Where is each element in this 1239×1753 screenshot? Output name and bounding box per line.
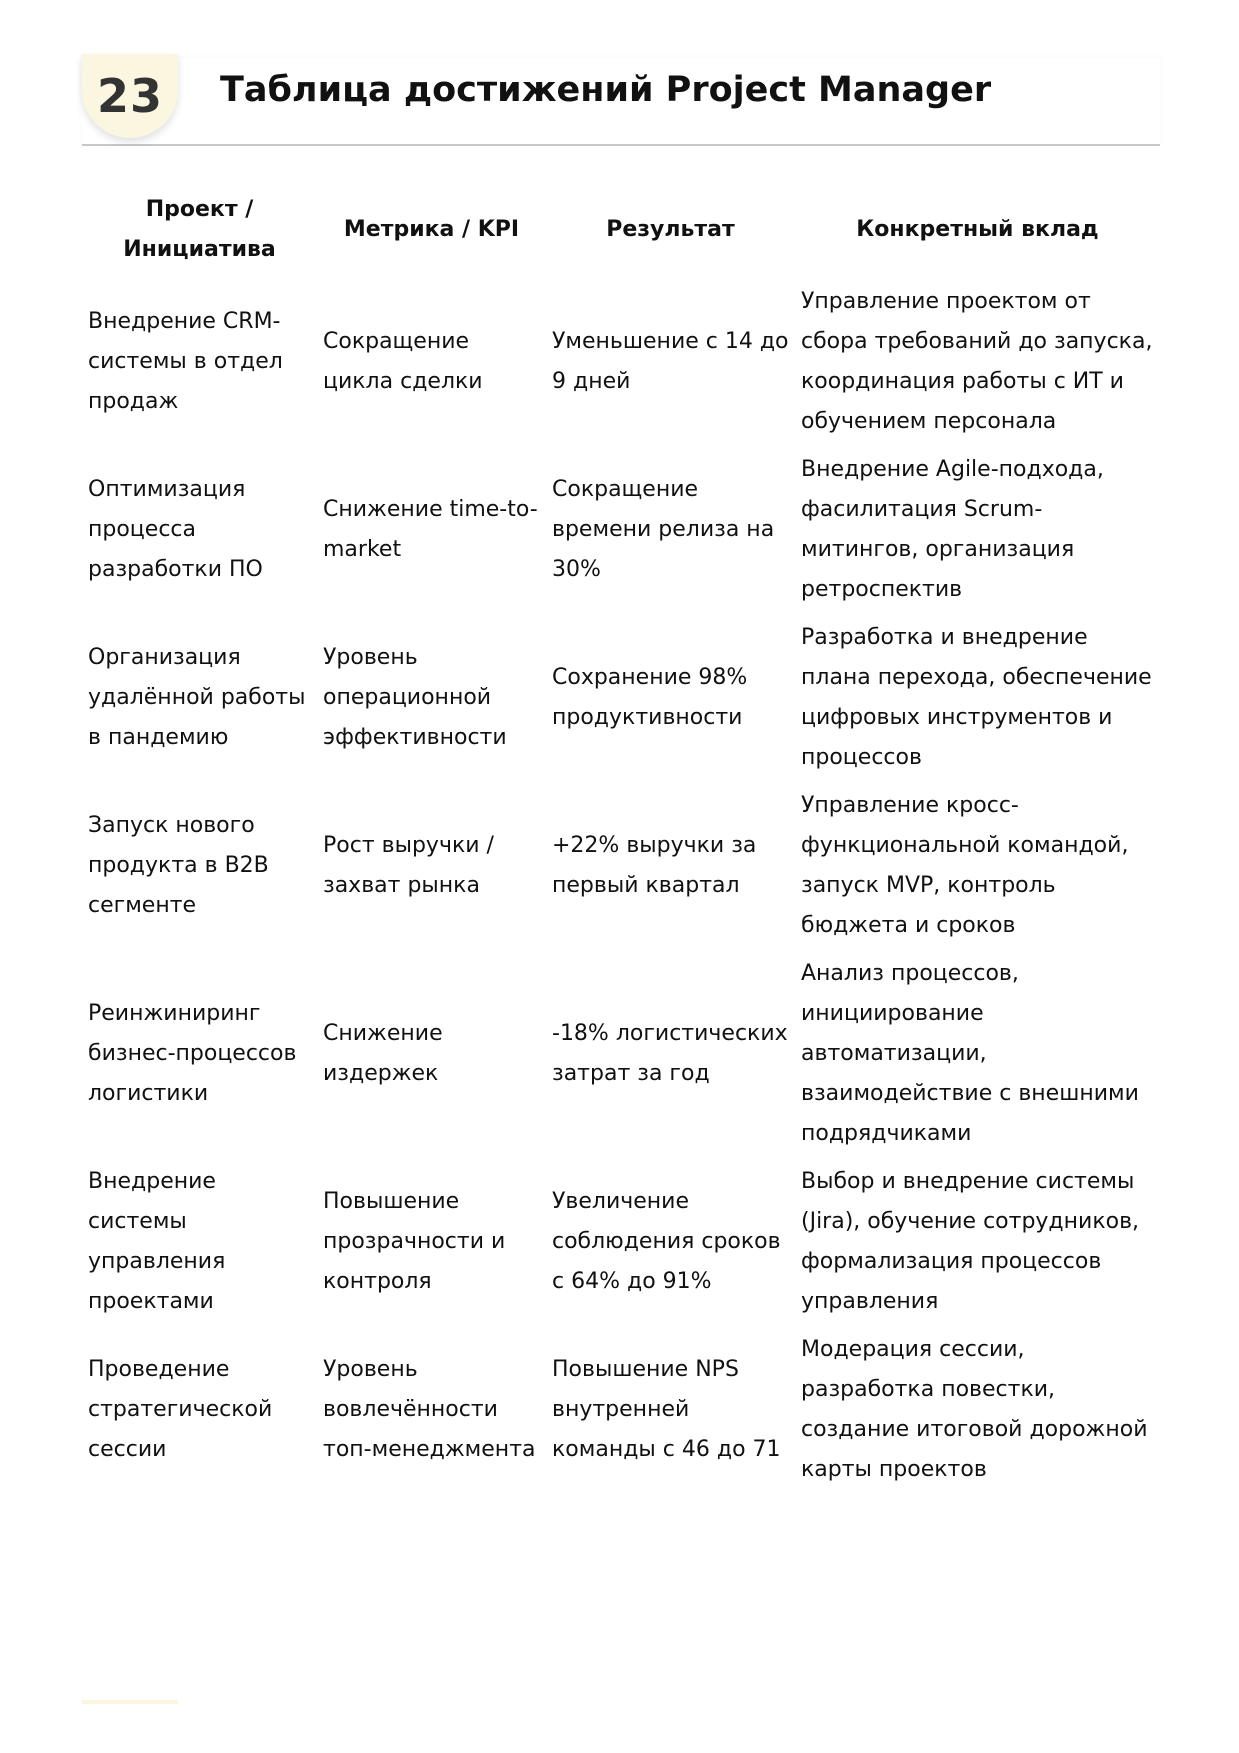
achievements-table [82, 186, 1160, 1496]
table-row [82, 280, 1160, 448]
footer-decoration [82, 1700, 178, 1704]
cell-result: -18% логистических затрат за год [552, 1021, 788, 1086]
cell-contribution: Внедрение Agile-подхода, фасилитация Scrum-митингов, организация ретроспектив [801, 457, 1104, 602]
cell-metric: Уровень вовлечённости топ-менеджмента [323, 1357, 536, 1462]
cell-contribution: Анализ процессов, инициирование автоматизации, взаимодействие с внешними подрядчиками [801, 961, 1139, 1146]
page-number-badge [82, 54, 178, 138]
cell-result: Сохранение 98% продуктивности [552, 665, 748, 730]
cell-project: Внедрение CRM-системы в отдел продаж [88, 309, 283, 414]
table-row [82, 1328, 1160, 1496]
cell-project: Запуск нового продукта в B2B сегменте [88, 813, 269, 918]
table-row [82, 952, 1160, 1160]
cell-result: Уменьшение с 14 до 9 дней [552, 329, 789, 394]
column-header-metric: Метрика / KPI [343, 217, 520, 242]
cell-metric: Снижение time-to-market [323, 497, 538, 562]
cell-metric: Повышение прозрачности и контроля [323, 1189, 506, 1294]
cell-result: Сокращение времени релиза на 30% [552, 477, 775, 582]
cell-result: Повышение NPS внутренней команды с 46 до 71 [552, 1357, 781, 1462]
column-header-project: Проект / Инициатива [123, 197, 276, 262]
cell-result: +22% выручки за первый квартал [552, 833, 757, 898]
table-row [82, 1160, 1160, 1328]
cell-result: Увеличение соблюдения сроков с 64% до 91% [552, 1189, 781, 1294]
cell-project: Реинжиниринг бизнес-процессов логистики [88, 1001, 297, 1106]
table-row [82, 448, 1160, 616]
cell-metric: Уровень операционной эффективности [323, 645, 507, 750]
cell-metric: Сокращение цикла сделки [323, 329, 483, 394]
cell-contribution: Управление кросс-функциональной командой, запуск MVP, контроль бюджета и сроков [801, 793, 1129, 938]
table-row [82, 784, 1160, 952]
cell-project: Организация удалённой работы в пандемию [88, 645, 306, 750]
page-number: 23 [96, 69, 163, 123]
page-title: Таблица достижений Project Manager [220, 70, 992, 110]
cell-metric: Рост выручки / захват рынка [323, 833, 494, 898]
cell-contribution: Выбор и внедрение системы (Jira), обучение сотрудников, формализация процессов управления [801, 1169, 1140, 1314]
cell-metric: Снижение издержек [323, 1021, 443, 1086]
table-header-row [82, 186, 1160, 280]
column-header-result: Результат [606, 217, 735, 242]
table-row [82, 616, 1160, 784]
cell-project: Оптимизация процесса разработки ПО [88, 477, 263, 582]
column-header-contribution: Конкретный вклад [856, 217, 1099, 242]
cell-contribution: Управление проектом от сбора требований до запуска, координация работы с ИТ и обучением персонала [801, 289, 1153, 434]
cell-project: Проведение стратегической сессии [88, 1357, 273, 1462]
page-header [82, 58, 1160, 146]
cell-contribution: Модерация сессии, разработка повестки, создание итоговой дорожной карты проектов [801, 1337, 1148, 1482]
cell-project: Внедрение системы управления проектами [88, 1169, 226, 1314]
cell-contribution: Разработка и внедрение плана перехода, обеспечение цифровых инструментов и процессов [801, 625, 1152, 770]
